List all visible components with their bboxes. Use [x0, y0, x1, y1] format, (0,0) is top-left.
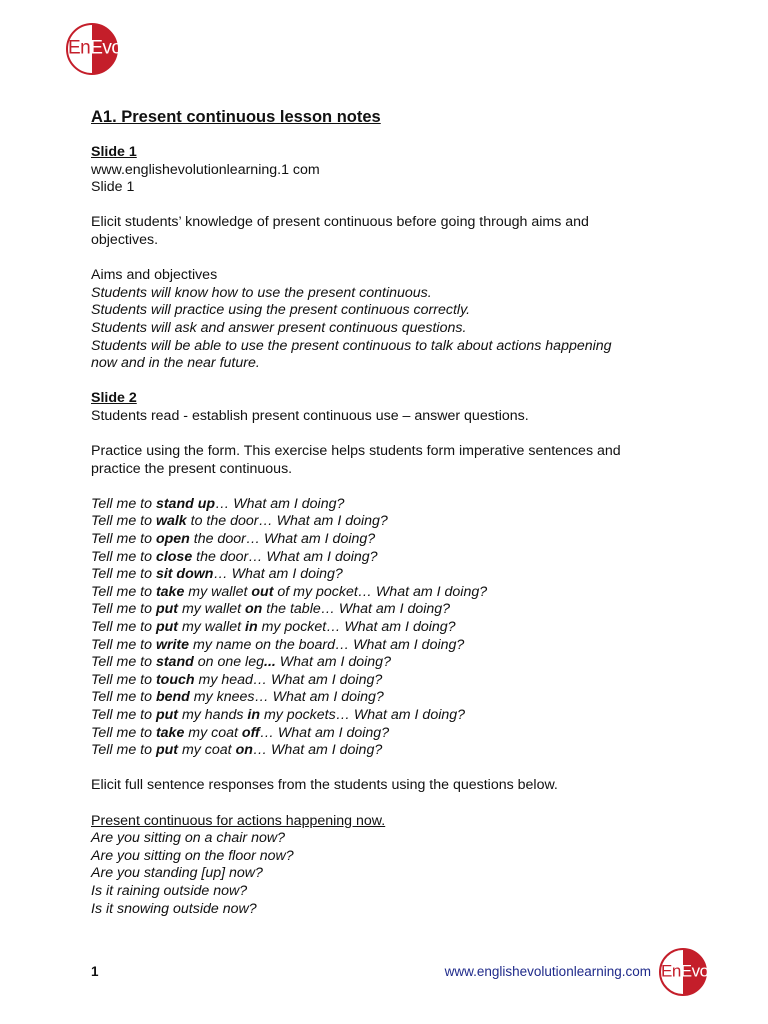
command-text: my wallet	[178, 601, 246, 618]
question-line: Is it raining outside now?	[91, 882, 248, 899]
page-number: 1	[91, 964, 99, 979]
command-text: Tell me to	[91, 566, 156, 583]
practice-paragraph-line: practice the present continuous.	[91, 460, 293, 477]
command-text: Tell me to	[91, 654, 156, 671]
command-text: my wallet	[178, 619, 246, 636]
command-keyword: write	[155, 636, 190, 653]
aim-line: Students will be able to use the present continuous to talk about actions happening	[91, 337, 612, 354]
logo-text-en: En	[661, 961, 681, 981]
command-keyword: in	[247, 707, 261, 723]
command-keyword: put	[155, 619, 178, 636]
slide-2-intro: Students read - establish present continuous use – answer questions.	[91, 407, 529, 424]
command-text: Tell me to	[91, 689, 156, 706]
question-line: Are you sitting on the floor now?	[91, 847, 294, 864]
command-line	[91, 707, 691, 725]
command-text: … What am I doing?	[215, 495, 345, 512]
aim-line: Students will practice using the present continuous correctly.	[91, 302, 471, 319]
command-line	[91, 742, 691, 760]
command-line	[91, 654, 691, 672]
command-text: the door… What am I doing?	[192, 548, 378, 565]
command-text: my head… What am I doing?	[194, 671, 383, 688]
command-text: my pocket… What am I doing?	[257, 619, 456, 636]
command-line	[91, 637, 691, 655]
page-title: A1. Present continuous lesson notes	[91, 108, 381, 126]
command-keyword: take	[155, 583, 185, 600]
command-text: to the door… What am I doing?	[186, 513, 388, 530]
command-text: … What am I doing?	[252, 742, 383, 759]
command-line	[91, 549, 691, 567]
footer-website-link[interactable]: www.englishevolutionlearning.com	[444, 964, 651, 979]
aims-heading: Aims and objectives	[91, 267, 218, 284]
command-text: Tell me to	[91, 531, 156, 548]
command-text: the door… What am I doing?	[189, 531, 376, 548]
command-keyword: stand up	[155, 495, 216, 512]
logo-text-evo: Evo	[90, 37, 122, 59]
elicit-full-sentence: Elicit full sentence responses from the students using the questions below.	[91, 777, 558, 794]
command-line	[91, 689, 691, 707]
command-line	[91, 672, 691, 690]
question-line: Are you sitting on a chair now?	[91, 830, 286, 847]
command-text: … What am I doing?	[213, 566, 343, 583]
command-text: Tell me to	[91, 513, 156, 530]
command-text: my coat	[184, 724, 242, 741]
aim-line: now and in the near future.	[91, 355, 260, 372]
question-line: Is it snowing outside now?	[91, 900, 257, 917]
brand-logo	[66, 23, 122, 75]
command-keyword: stand	[155, 654, 194, 671]
footer-brand-logo	[659, 948, 707, 996]
elicit-paragraph-line: objectives.	[91, 231, 159, 248]
command-keyword: on	[235, 742, 253, 759]
slide-1-website: www.englishevolutionlearning.1 com	[91, 161, 320, 178]
slide-2-heading: Slide 2	[91, 390, 137, 407]
command-text: my hands	[178, 707, 248, 723]
question-line: Are you standing [up] now?	[91, 865, 263, 882]
command-text: Tell me to	[91, 671, 156, 688]
command-text: my pockets… What am I doing?	[260, 707, 466, 723]
command-line	[91, 566, 691, 584]
command-keyword: touch	[155, 671, 195, 688]
document-body	[91, 107, 691, 918]
command-text: Tell me to	[91, 619, 156, 636]
command-line	[91, 584, 691, 602]
command-text: my knees… What am I doing?	[189, 689, 384, 706]
command-line	[91, 725, 691, 743]
slide-1-label: Slide 1	[91, 179, 135, 196]
command-text: my wallet	[184, 583, 252, 600]
command-keyword: bend	[155, 689, 190, 706]
aim-line: Students will know how to use the present continuous.	[91, 284, 432, 301]
command-keyword: open	[155, 531, 190, 548]
practice-paragraph-line: Practice using the form. This exercise helps students form imperative sentences and	[91, 443, 621, 460]
command-keyword: in	[245, 619, 258, 636]
command-text: Tell me to	[91, 636, 156, 653]
command-text: Tell me to	[91, 601, 156, 618]
command-line	[91, 496, 691, 514]
command-keyword: on	[245, 601, 263, 618]
command-text: Tell me to	[91, 548, 156, 565]
command-text: of my pocket… What am I doing?	[273, 583, 488, 600]
command-line	[91, 619, 691, 637]
elicit-paragraph-line: Elicit students’ knowledge of present continuous before going through aims and	[91, 214, 589, 231]
command-keyword: put	[155, 742, 178, 759]
command-keyword: put	[155, 707, 178, 723]
command-keyword: put	[155, 601, 178, 618]
command-text: Tell me to	[91, 724, 156, 741]
command-text: my name on the board… What am I doing?	[189, 636, 465, 653]
command-text: Tell me to	[91, 495, 156, 512]
logo-text-evo: Evo	[680, 961, 709, 981]
aim-line: Students will ask and answer present continuous questions.	[91, 319, 467, 336]
command-line	[91, 531, 691, 549]
command-keyword: off	[241, 724, 260, 741]
now-section-heading: Present continuous for actions happening now.	[91, 812, 386, 829]
command-keyword: sit down	[155, 566, 214, 583]
command-text: the table… What am I doing?	[262, 601, 451, 618]
command-keyword: out	[251, 583, 274, 600]
command-text: on one leg	[193, 654, 264, 671]
command-text: … What am I doing?	[259, 724, 390, 741]
command-text: Tell me to	[91, 707, 156, 723]
command-text: my coat	[178, 742, 236, 759]
command-keyword: take	[155, 724, 185, 741]
command-text: Tell me to	[91, 742, 156, 759]
command-text: Tell me to	[91, 583, 156, 600]
command-list	[91, 496, 691, 760]
command-line	[91, 601, 691, 619]
command-keyword: walk	[155, 513, 187, 530]
command-keyword: close	[155, 548, 193, 565]
logo-text-en: En	[68, 37, 91, 59]
command-text: What am I doing?	[275, 654, 391, 671]
command-keyword: ...	[264, 654, 276, 671]
slide-1-heading: Slide 1	[91, 144, 137, 160]
command-line	[91, 513, 691, 531]
